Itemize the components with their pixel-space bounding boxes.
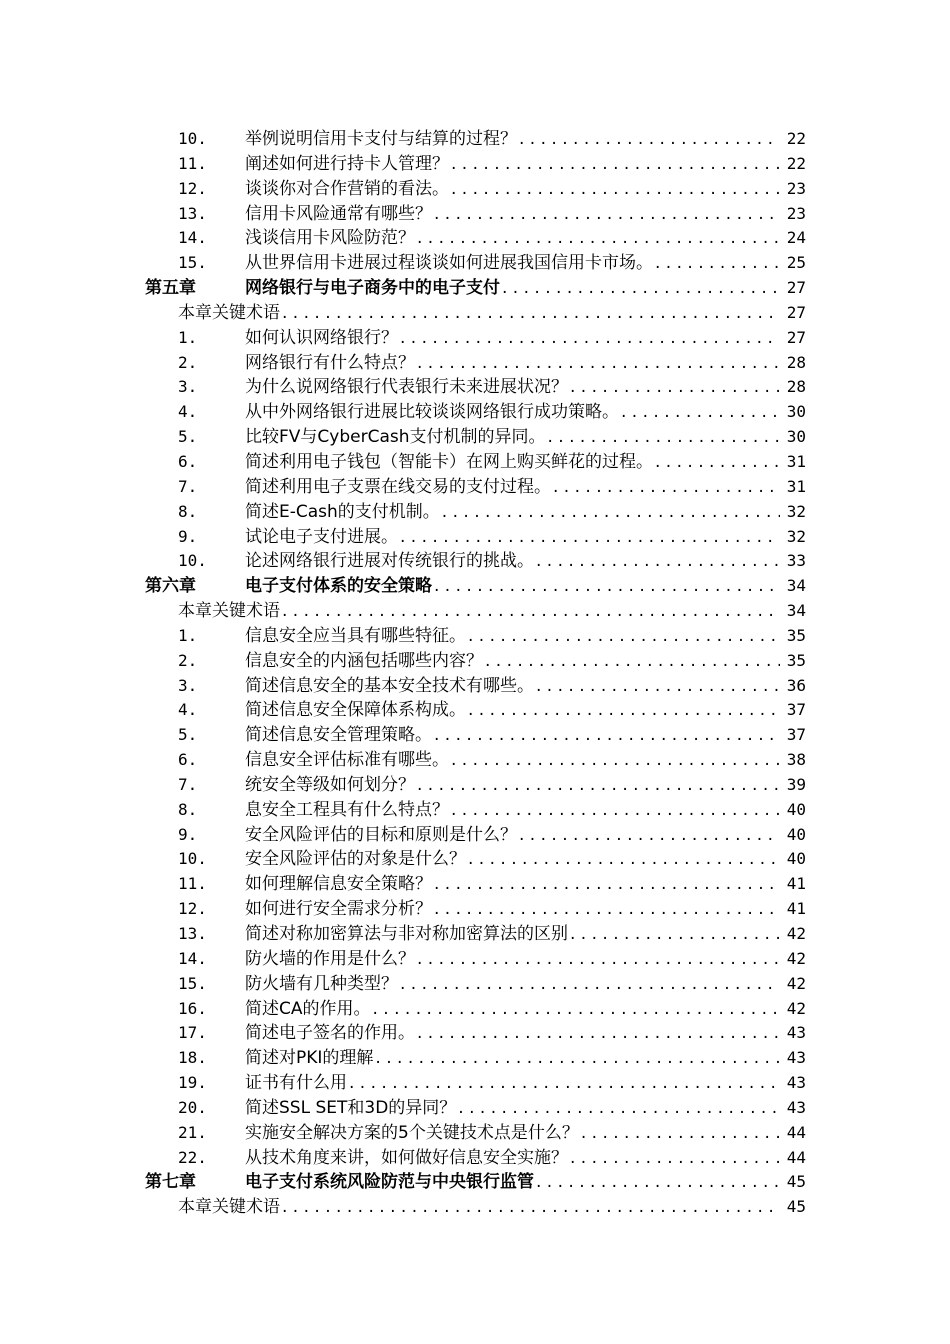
toc-entry[interactable] [145, 894, 806, 919]
dot-leader [570, 1148, 780, 1168]
toc-page-number: 42 [786, 998, 806, 1018]
toc-page-number: 42 [786, 973, 806, 993]
toc-page-number: 42 [786, 924, 806, 943]
toc-entry-title: 网络银行有什么特点？ [245, 352, 415, 373]
dot-leader [485, 651, 780, 671]
toc-entry-title: 从世界信用卡进展过程谈谈如何进展我国信用卡市场。 [245, 253, 653, 274]
toc-chapter-heading[interactable] [145, 571, 806, 596]
toc-page-number: 30 [786, 402, 806, 422]
toc-page-number: 41 [786, 899, 806, 919]
dot-leader [434, 725, 780, 745]
dot-leader [442, 502, 780, 522]
dot-leader [375, 1048, 780, 1068]
dot-leader [536, 1172, 780, 1192]
toc-entry-title: 防火墙有几种类型？ [245, 973, 398, 994]
dot-leader [553, 477, 780, 497]
toc-page-number: 37 [786, 725, 806, 745]
toc-entry-number: 19. [178, 1073, 207, 1093]
toc-entry[interactable] [145, 223, 806, 248]
toc-entry-title: 从技术角度来讲，如何做好信息安全实施？ [245, 1147, 568, 1168]
toc-chapter-heading[interactable] [145, 273, 806, 298]
dot-leader [451, 154, 780, 174]
toc-page-number: 44 [786, 1122, 806, 1142]
dot-leader [282, 303, 780, 323]
toc-page-number: 27 [786, 327, 806, 347]
toc-page-number: 40 [786, 799, 806, 819]
dot-leader [417, 353, 780, 373]
toc-entry[interactable] [145, 770, 806, 795]
toc-page-number: 31 [786, 476, 806, 496]
toc-entry-title: 简述对称加密算法与非对称加密算法的区别 [245, 924, 568, 944]
toc-page-number: 27 [786, 278, 806, 298]
toc-entry[interactable] [145, 1018, 806, 1043]
toc-entry[interactable] [145, 720, 806, 745]
toc-entry[interactable] [145, 174, 806, 199]
toc-entry-title: 本章关键术语 [178, 1197, 280, 1218]
toc-entry-title: 简述E-Cash的支付机制。 [245, 501, 440, 522]
toc-entry-number: 9. [178, 824, 198, 844]
toc-entry[interactable] [145, 348, 806, 373]
dot-leader [282, 1197, 780, 1217]
toc-page-number: 45 [786, 1197, 806, 1217]
dot-leader [451, 800, 780, 820]
toc-entry[interactable] [145, 522, 806, 547]
toc-chapter-label: 第七章 [145, 1172, 196, 1193]
toc-page-number: 43 [786, 1048, 806, 1068]
toc-entry[interactable] [145, 795, 806, 820]
toc-entry-number: 16. [178, 998, 207, 1018]
toc-page-number: 40 [786, 824, 806, 844]
toc-entry-title: 如何理解信息安全策略？ [245, 874, 432, 895]
dot-leader [519, 825, 780, 845]
toc-entry-title: 本章关键术语 [178, 601, 280, 622]
toc-entry-number: 21. [178, 1122, 207, 1142]
toc-keywords-entry[interactable] [145, 596, 806, 621]
toc-page-number: 37 [786, 700, 806, 720]
toc-entry-title: 信息安全评估标准有哪些。 [245, 750, 449, 771]
dot-leader [548, 427, 781, 447]
dot-leader [434, 874, 780, 894]
toc-entry-number: 10. [178, 551, 207, 571]
toc-entry[interactable] [145, 695, 806, 720]
toc-entry-number: 12. [178, 178, 207, 198]
toc-entry-title: 防火墙的作用是什么？ [245, 948, 415, 969]
toc-entry-number: 1. [178, 327, 198, 347]
toc-entry-title: 试论电子支付进展。 [245, 526, 398, 547]
toc-entry[interactable] [145, 671, 806, 696]
dot-leader [468, 700, 780, 720]
toc-entry-title: 简述利用电子钱包（智能卡）在网上购买鲜花的过程。 [245, 451, 653, 472]
toc-entry[interactable] [145, 1043, 806, 1068]
toc-entry[interactable] [145, 1093, 806, 1118]
toc-entry[interactable] [145, 944, 806, 969]
toc-entry-title: 安全风险评估的目标和原则是什么？ [245, 824, 517, 845]
toc-entry-title: 信息安全应当具有哪些特征。 [245, 625, 466, 646]
toc-entry-number: 13. [178, 924, 207, 943]
toc-entry-title: 浅谈信用卡风险防范？ [245, 228, 415, 249]
toc-entry-number: 11. [178, 874, 207, 894]
toc-entry[interactable] [145, 969, 806, 994]
toc-entry-title: 为什么说网络银行代表银行未来进展状况？ [245, 377, 568, 398]
toc-entry[interactable] [145, 497, 806, 522]
toc-entry[interactable] [145, 745, 806, 770]
toc-entry-number: 7. [178, 774, 198, 794]
dot-leader [373, 999, 781, 1019]
dot-leader [581, 1123, 780, 1143]
toc-page-number: 32 [786, 501, 806, 521]
toc-entry-title: 简述电子签名的作用。 [245, 1023, 415, 1044]
toc-chapter-label: 第六章 [145, 576, 196, 597]
toc-entry-number: 11. [178, 153, 207, 173]
dot-leader [400, 974, 780, 994]
toc-entry-number: 9. [178, 526, 198, 546]
dot-leader [536, 551, 780, 571]
toc-entry-title: 简述信息安全管理策略。 [245, 725, 432, 746]
dot-leader [458, 1098, 780, 1118]
toc-page-number: 34 [786, 601, 806, 621]
table-of-contents [145, 124, 806, 1217]
toc-entry[interactable] [145, 372, 806, 397]
toc-entry[interactable] [145, 994, 806, 1019]
toc-entry[interactable] [145, 248, 806, 273]
toc-page-number: 28 [786, 377, 806, 397]
toc-entry[interactable] [145, 422, 806, 447]
toc-entry-title: 简述信息安全的基本安全技术有哪些。 [245, 675, 534, 696]
toc-entry-title: 阐述如何进行持卡人管理？ [245, 153, 449, 174]
toc-entry[interactable] [145, 323, 806, 348]
toc-chapter-heading[interactable] [145, 1167, 806, 1192]
toc-entry-number: 20. [178, 1097, 207, 1117]
dot-leader [468, 849, 780, 869]
toc-page-number: 23 [786, 178, 806, 198]
toc-page-number: 41 [786, 874, 806, 894]
toc-entry-title: 息安全工程具有什么特点？ [245, 799, 449, 820]
toc-entry-title: 实施安全解决方案的5个关键技术点是什么？ [245, 1122, 579, 1143]
toc-entry-title: 举例说明信用卡支付与结算的过程？ [245, 129, 517, 149]
toc-page-number: 34 [786, 576, 806, 596]
toc-entry[interactable] [145, 124, 806, 149]
toc-entry-number: 8. [178, 501, 198, 521]
toc-page-number: 40 [786, 849, 806, 869]
toc-page-number: 45 [786, 1172, 806, 1192]
toc-page-number: 22 [786, 129, 806, 148]
toc-entry-title: 论述网络银行进展对传统银行的挑战。 [245, 551, 534, 572]
toc-entry[interactable] [145, 1118, 806, 1143]
toc-chapter-label: 第五章 [145, 278, 196, 299]
dot-leader [536, 676, 780, 696]
toc-entry-title: 如何进行安全需求分析？ [245, 899, 432, 920]
toc-page-number: 43 [786, 1023, 806, 1043]
toc-page-number: 35 [786, 625, 806, 645]
toc-entry-number: 5. [178, 725, 198, 745]
toc-entry[interactable] [145, 844, 806, 869]
toc-entry-title: 电子支付系统风险防范与中央银行监管 [245, 1172, 534, 1193]
toc-entry-number: 13. [178, 203, 207, 223]
toc-entry[interactable] [145, 447, 806, 472]
dot-leader [621, 402, 780, 422]
toc-entry[interactable] [145, 472, 806, 497]
toc-entry-number: 22. [178, 1147, 207, 1167]
toc-page-number: 43 [786, 1097, 806, 1117]
toc-entry-title: 简述对PKI的理解 [245, 1048, 374, 1069]
dot-leader [519, 129, 780, 149]
toc-entry-number: 8. [178, 799, 198, 819]
toc-page-number: 24 [786, 228, 806, 248]
toc-entry-number: 15. [178, 973, 207, 993]
toc-entry[interactable] [145, 149, 806, 174]
toc-page-number: 25 [786, 253, 806, 273]
toc-entry-number: 6. [178, 750, 198, 770]
toc-page-number: 35 [786, 650, 806, 670]
toc-entry-number: 4. [178, 700, 198, 720]
toc-page-number: 23 [786, 203, 806, 223]
toc-page-number: 32 [786, 526, 806, 546]
toc-entry[interactable] [145, 919, 806, 944]
toc-entry-title: 简述CA的作用。 [245, 998, 371, 1019]
toc-page-number: 30 [786, 427, 806, 447]
toc-entry-title: 安全风险评估的对象是什么？ [245, 849, 466, 870]
toc-entry[interactable] [145, 1143, 806, 1168]
toc-page-number: 38 [786, 750, 806, 770]
toc-entry-title: 信用卡风险通常有哪些？ [245, 203, 432, 224]
dot-leader [502, 278, 780, 298]
toc-entry[interactable] [145, 646, 806, 671]
toc-page-number: 43 [786, 1073, 806, 1093]
toc-entry-number: 3. [178, 675, 198, 695]
dot-leader [400, 527, 780, 547]
toc-entry[interactable] [145, 199, 806, 224]
dot-leader [349, 1073, 780, 1093]
toc-entry-title: 电子支付体系的安全策略 [245, 576, 432, 597]
toc-page-number: 22 [786, 153, 806, 173]
toc-entry-title: 信息安全的内涵包括哪些内容？ [245, 650, 483, 671]
toc-page-number: 33 [786, 551, 806, 571]
toc-entry-number: 15. [178, 253, 207, 273]
toc-entry-title: 简述SSL SET和3D的异同？ [245, 1097, 457, 1118]
dot-leader [434, 576, 780, 596]
dot-leader [655, 452, 780, 472]
toc-entry-number: 17. [178, 1023, 207, 1043]
dot-leader [434, 899, 780, 919]
toc-entry-number: 7. [178, 476, 198, 496]
toc-page-number: 42 [786, 948, 806, 968]
dot-leader [468, 626, 780, 646]
dot-leader [451, 179, 780, 199]
dot-leader [417, 949, 780, 969]
toc-entry-title: 网络银行与电子商务中的电子支付 [245, 278, 500, 299]
toc-entry-number: 2. [178, 352, 198, 372]
toc-entry-number: 4. [178, 402, 198, 422]
toc-keywords-entry[interactable] [145, 298, 806, 323]
toc-entry-number: 1. [178, 625, 198, 645]
toc-entry[interactable] [145, 621, 806, 646]
toc-entry-number: 6. [178, 451, 198, 471]
toc-entry-number: 2. [178, 650, 198, 670]
dot-leader [400, 328, 780, 348]
toc-entry[interactable] [145, 546, 806, 571]
toc-page-number: 27 [786, 302, 806, 322]
toc-page-number: 31 [786, 451, 806, 471]
toc-entry-title: 本章关键术语 [178, 302, 280, 323]
toc-page-number: 28 [786, 352, 806, 372]
toc-entry-number: 10. [178, 849, 207, 869]
dot-leader [570, 377, 780, 397]
toc-page-number: 44 [786, 1147, 806, 1167]
toc-entry-number: 3. [178, 377, 198, 397]
toc-entry-title: 统安全等级如何划分？ [245, 774, 415, 795]
toc-entry-number: 12. [178, 899, 207, 919]
toc-entry[interactable] [145, 397, 806, 422]
toc-entry-title: 从中外网络银行进展比较谈谈网络银行成功策略。 [245, 402, 619, 423]
dot-leader [417, 228, 780, 248]
toc-entry-number: 14. [178, 228, 207, 248]
dot-leader [655, 253, 780, 273]
toc-entry-number: 18. [178, 1048, 207, 1068]
toc-entry-number: 5. [178, 427, 198, 447]
toc-entry[interactable] [145, 869, 806, 894]
toc-entry-title: 如何认识网络银行？ [245, 327, 398, 348]
dot-leader [570, 924, 780, 944]
dot-leader [434, 204, 780, 224]
dot-leader [451, 750, 780, 770]
toc-entry-title: 简述利用电子支票在线交易的支付过程。 [245, 476, 551, 497]
toc-entry[interactable] [145, 820, 806, 845]
toc-entry-title: 比较FV与CyberCash支付机制的异同。 [245, 427, 546, 448]
toc-entry-title: 简述信息安全保障体系构成。 [245, 700, 466, 721]
toc-entry-title: 谈谈你对合作营销的看法。 [245, 178, 449, 199]
dot-leader [417, 1023, 780, 1043]
toc-page-number: 39 [786, 774, 806, 794]
toc-entry-number: 10. [178, 129, 207, 148]
toc-keywords-entry[interactable] [145, 1192, 806, 1217]
toc-page-number: 36 [786, 675, 806, 695]
toc-entry-title: 证书有什么用 [245, 1073, 347, 1094]
toc-entry[interactable] [145, 1068, 806, 1093]
dot-leader [282, 601, 780, 621]
dot-leader [417, 775, 780, 795]
toc-entry-number: 14. [178, 948, 207, 968]
